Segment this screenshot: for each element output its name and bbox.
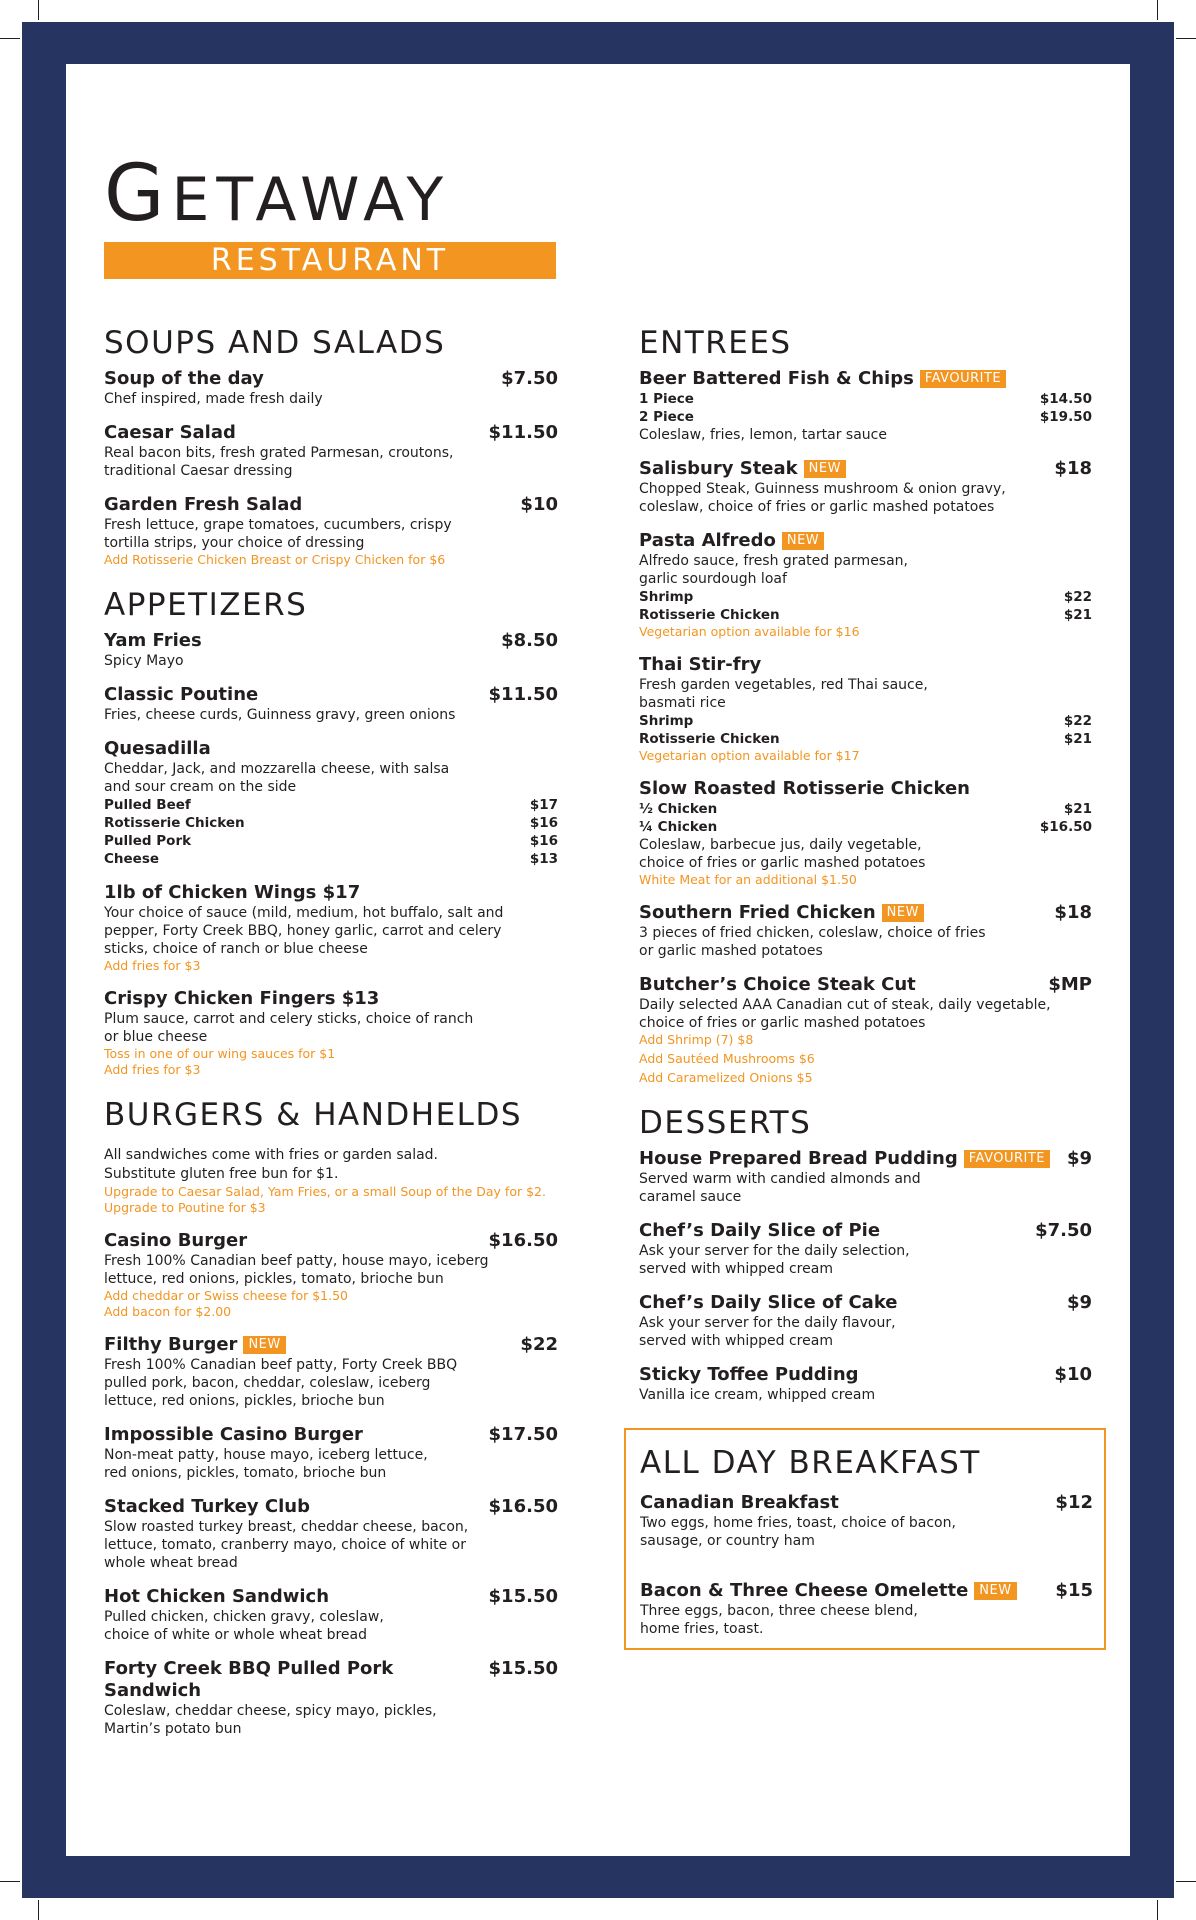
crop-mark	[1176, 38, 1196, 39]
right-column	[639, 324, 1092, 1418]
item-name: Impossible Casino Burger	[104, 1424, 363, 1445]
item-addon-note: Toss in one of our wing sauces for $1	[104, 1046, 336, 1061]
item-price: $16.50	[488, 1496, 558, 1517]
item-name: Forty Creek BBQ Pulled Pork Sandwich	[104, 1658, 394, 1701]
item-name: Chef’s Daily Slice of Cake	[639, 1292, 898, 1313]
menu-item	[104, 1586, 558, 1644]
section-desserts	[639, 1104, 1092, 1404]
option-label: 2 Piece	[639, 409, 694, 425]
brand-logo	[104, 149, 556, 279]
item-price: $15.50	[488, 1658, 558, 1679]
item-option	[639, 818, 1092, 836]
crop-mark	[38, 1900, 39, 1920]
item-description: Served warm with candied almonds and caramel sauce	[639, 1171, 921, 1205]
menu-item	[639, 974, 1092, 1086]
item-description: Chopped Steak, Guinness mushroom & onion gravy, coleslaw, choice of fries or garlic mashed potatoes	[639, 481, 1006, 515]
item-name: Crispy Chicken Fingers $13	[104, 988, 380, 1009]
item-option	[639, 390, 1092, 408]
section-intro-note: Upgrade to Caesar Salad, Yam Fries, or a small Soup of the Day for $2.	[104, 1184, 546, 1199]
menu-item	[639, 1364, 1092, 1404]
restaurant-subtitle: RESTAURANT	[104, 242, 556, 279]
item-name	[639, 1148, 1050, 1170]
option-price: $16	[529, 833, 558, 849]
item-description: Fries, cheese curds, Guinness gravy, green onions	[104, 707, 456, 723]
option-price: $21	[1063, 607, 1092, 623]
item-description: 3 pieces of fried chicken, coleslaw, choice of fries or garlic mashed potatoes	[639, 925, 986, 959]
item-description: Three eggs, bacon, three cheese blend, home fries, toast.	[640, 1603, 918, 1637]
item-name: Chef’s Daily Slice of Pie	[639, 1220, 881, 1241]
item-addon-note: Add Shrimp (7) $8	[639, 1032, 754, 1047]
item-price: $17.50	[488, 1424, 558, 1445]
item-name: Canadian Breakfast	[640, 1492, 839, 1513]
new-badge: NEW	[782, 532, 824, 550]
item-option	[104, 796, 558, 814]
item-option	[639, 606, 1092, 624]
menu-item	[104, 1424, 558, 1482]
item-description: Plum sauce, carrot and celery sticks, choice of ranch or blue cheese	[104, 1011, 474, 1045]
item-description: Slow roasted turkey breast, cheddar cheese, bacon, lettuce, tomato, cranberry mayo, choice of white or whole wheat bread	[104, 1519, 469, 1571]
item-name-text: Salisbury Steak	[639, 458, 798, 479]
item-name-text: Beer Battered Fish & Chips	[639, 368, 914, 389]
item-name: 1lb of Chicken Wings $17	[104, 882, 361, 903]
left-column	[104, 324, 558, 1752]
item-price: $7.50	[1035, 1220, 1092, 1241]
item-description: Spicy Mayo	[104, 653, 184, 669]
item-price: $10	[520, 494, 558, 515]
menu-item	[104, 1334, 558, 1410]
item-name-text: Southern Fried Chicken	[639, 902, 876, 923]
item-name	[639, 458, 846, 480]
option-price: $22	[1063, 713, 1092, 729]
item-name	[104, 1334, 286, 1356]
item-name: Classic Poutine	[104, 684, 259, 705]
item-description: Fresh 100% Canadian beef patty, Forty Creek BBQ pulled pork, bacon, cheddar, coleslaw, iceberg lettuce, red onions, pickles, brioche bun	[104, 1357, 458, 1409]
item-description: Coleslaw, fries, lemon, tartar sauce	[639, 427, 887, 443]
menu-item	[104, 882, 558, 974]
menu-item	[104, 684, 558, 724]
section-soups-salads	[104, 324, 558, 568]
section-title: SOUPS AND SALADS	[104, 325, 446, 361]
item-addon-note: Vegetarian option available for $17	[639, 748, 860, 763]
item-name	[640, 1580, 1017, 1602]
item-description: Fresh garden vegetables, red Thai sauce, basmati rice	[639, 677, 928, 711]
menu-item	[640, 1492, 1093, 1550]
item-description: Alfredo sauce, fresh grated parmesan, garlic sourdough loaf	[639, 553, 909, 587]
option-price: $22	[1063, 589, 1092, 605]
menu-item	[639, 902, 1092, 960]
item-price: $10	[1054, 1364, 1092, 1385]
menu-item	[104, 1658, 558, 1738]
favourite-badge: FAVOURITE	[920, 370, 1006, 388]
item-name: Stacked Turkey Club	[104, 1496, 310, 1517]
restaurant-name-initial: G	[104, 149, 172, 239]
item-description: Pulled chicken, chicken gravy, coleslaw, choice of white or whole wheat bread	[104, 1609, 384, 1643]
new-badge: NEW	[804, 460, 846, 478]
section-entrees	[639, 324, 1092, 1086]
item-name: Sticky Toffee Pudding	[639, 1364, 859, 1385]
item-price: $7.50	[501, 368, 558, 389]
item-description: Coleslaw, barbecue jus, daily vegetable, choice of fries or garlic mashed potatoes	[639, 837, 926, 871]
item-price: $15.50	[488, 1586, 558, 1607]
option-price: $19.50	[1039, 409, 1092, 425]
crop-mark	[1176, 1881, 1196, 1882]
option-price: $14.50	[1039, 391, 1092, 407]
item-name: Hot Chicken Sandwich	[104, 1586, 330, 1607]
item-name-text: Bacon & Three Cheese Omelette	[640, 1580, 969, 1601]
item-price: $16.50	[488, 1230, 558, 1251]
section-title: DESSERTS	[639, 1105, 812, 1141]
favourite-badge: FAVOURITE	[964, 1150, 1050, 1168]
option-price: $21	[1063, 801, 1092, 817]
item-description: Chef inspired, made fresh daily	[104, 391, 323, 407]
item-name: Yam Fries	[104, 630, 202, 651]
item-name	[639, 530, 824, 552]
item-addon-note: Add cheddar or Swiss cheese for $1.50	[104, 1288, 348, 1303]
section-appetizers	[104, 586, 558, 1078]
menu-item	[639, 654, 1092, 764]
item-price: $9	[1066, 1292, 1092, 1313]
option-label: Shrimp	[639, 713, 694, 729]
item-description: Real bacon bits, fresh grated Parmesan, croutons, traditional Caesar dressing	[104, 445, 454, 479]
item-option	[639, 408, 1092, 426]
menu-item	[639, 778, 1092, 888]
item-option	[104, 814, 558, 832]
item-description: Fresh 100% Canadian beef patty, house mayo, iceberg lettuce, red onions, pickles, tomato, brioche bun	[104, 1253, 489, 1287]
item-name: Slow Roasted Rotisserie Chicken	[639, 778, 970, 799]
new-badge: NEW	[974, 1582, 1016, 1600]
item-price: $11.50	[488, 684, 558, 705]
item-name	[639, 902, 924, 924]
section-burgers-handhelds	[104, 1096, 558, 1738]
item-price: $18	[1054, 902, 1092, 923]
item-option	[639, 730, 1092, 748]
menu-item	[104, 494, 558, 568]
item-name: Quesadilla	[104, 738, 211, 759]
item-name-text: Filthy Burger	[104, 1334, 238, 1355]
item-addon-note: Add fries for $3	[104, 958, 201, 973]
crop-mark	[38, 0, 39, 20]
section-breakfast	[640, 1444, 1093, 1652]
menu-item	[104, 422, 558, 480]
option-label: Pulled Pork	[104, 833, 192, 849]
new-badge: NEW	[243, 1336, 285, 1354]
section-intro: All sandwiches come with fries or garden salad. Substitute gluten free bun for $1.	[104, 1147, 439, 1182]
item-option	[639, 712, 1092, 730]
option-label: ½ Chicken	[639, 801, 718, 817]
menu-item	[104, 1230, 558, 1320]
item-addon-note: Add fries for $3	[104, 1062, 201, 1077]
breakfast-box	[624, 1428, 1106, 1650]
item-price: $MP	[1048, 974, 1092, 995]
menu-item	[639, 1148, 1092, 1206]
option-label: Pulled Beef	[104, 797, 191, 813]
option-price: $16	[529, 815, 558, 831]
item-price: $18	[1054, 458, 1092, 479]
item-name: Soup of the day	[104, 368, 264, 389]
menu-item	[639, 1220, 1092, 1278]
item-addon-note: White Meat for an additional $1.50	[639, 872, 857, 887]
option-label: ¼ Chicken	[639, 819, 718, 835]
item-addon-note: Vegetarian option available for $16	[639, 624, 860, 639]
option-label: Shrimp	[639, 589, 694, 605]
new-badge: NEW	[882, 904, 924, 922]
crop-mark	[1157, 0, 1158, 20]
menu-item	[104, 630, 558, 670]
option-price: $13	[529, 851, 558, 867]
item-price: $12	[1055, 1492, 1093, 1513]
menu-item	[639, 458, 1092, 516]
menu-item	[104, 988, 558, 1078]
item-name-text: Pasta Alfredo	[639, 530, 776, 551]
section-title: BURGERS & HANDHELDS	[104, 1097, 522, 1133]
item-name: Casino Burger	[104, 1230, 248, 1251]
restaurant-name-rest: ETAWAY	[171, 165, 451, 235]
item-description: Daily selected AAA Canadian cut of steak, daily vegetable, choice of fries or garlic mashed potatoes	[639, 997, 1051, 1031]
menu-item	[639, 530, 1092, 640]
section-title: ENTREES	[639, 325, 792, 361]
section-intro-note: Upgrade to Poutine for $3	[104, 1200, 266, 1215]
item-option	[639, 588, 1092, 606]
item-addon-note: Add Caramelized Onions $5	[639, 1070, 813, 1085]
item-description: Ask your server for the daily selection, served with whipped cream	[639, 1243, 910, 1277]
item-price: $11.50	[488, 422, 558, 443]
menu-item	[104, 368, 558, 408]
menu-item	[104, 1496, 558, 1572]
item-name: Caesar Salad	[104, 422, 236, 443]
item-option	[104, 850, 558, 868]
option-price: $16.50	[1039, 819, 1092, 835]
menu-item	[640, 1580, 1093, 1638]
item-name	[639, 368, 1006, 390]
item-name-text: House Prepared Bread Pudding	[639, 1148, 958, 1169]
menu-item	[639, 1292, 1092, 1350]
option-label: Cheese	[104, 851, 160, 867]
restaurant-name	[104, 149, 556, 239]
crop-mark	[1157, 1900, 1158, 1920]
item-price: $22	[520, 1334, 558, 1355]
item-addon-note: Add bacon for $2.00	[104, 1304, 232, 1319]
item-name: Thai Stir-fry	[639, 654, 762, 675]
option-price: $17	[529, 797, 558, 813]
menu-item	[104, 738, 558, 868]
item-description: Coleslaw, cheddar cheese, spicy mayo, pickles, Martin’s potato bun	[104, 1703, 437, 1737]
option-label: 1 Piece	[639, 391, 694, 407]
option-label: Rotisserie Chicken	[104, 815, 245, 831]
option-label: Rotisserie Chicken	[639, 731, 780, 747]
item-option	[104, 832, 558, 850]
item-description: Fresh lettuce, grape tomatoes, cucumbers, crispy tortilla strips, your choice of dressing	[104, 517, 452, 551]
item-addon-note: Add Sautéed Mushrooms $6	[639, 1051, 815, 1066]
option-price: $21	[1063, 731, 1092, 747]
item-price: $15	[1055, 1580, 1093, 1601]
item-description: Ask your server for the daily flavour, served with whipped cream	[639, 1315, 896, 1349]
item-description: Vanilla ice cream, whipped cream	[639, 1387, 876, 1403]
menu-item	[639, 368, 1092, 444]
section-title: APPETIZERS	[104, 587, 308, 623]
item-description: Your choice of sauce (mild, medium, hot buffalo, salt and pepper, Forty Creek BBQ, honey garlic, carrot and celery sticks, choice of ranch or blue cheese	[104, 905, 504, 957]
item-name: Butcher’s Choice Steak Cut	[639, 974, 916, 995]
item-description: Two eggs, home fries, toast, choice of bacon, sausage, or country ham	[640, 1515, 956, 1549]
item-addon-note: Add Rotisserie Chicken Breast or Crispy Chicken for $6	[104, 552, 446, 567]
item-description: Non-meat patty, house mayo, iceberg lettuce, red onions, pickles, tomato, brioche bun	[104, 1447, 428, 1481]
item-price: $9	[1066, 1148, 1092, 1169]
item-option	[639, 800, 1092, 818]
section-title: ALL DAY BREAKFAST	[640, 1445, 981, 1481]
crop-mark	[0, 38, 20, 39]
item-name: Garden Fresh Salad	[104, 494, 303, 515]
crop-mark	[0, 1881, 20, 1882]
item-description: Cheddar, Jack, and mozzarella cheese, with salsa and sour cream on the side	[104, 761, 450, 795]
item-price: $8.50	[501, 630, 558, 651]
option-label: Rotisserie Chicken	[639, 607, 780, 623]
